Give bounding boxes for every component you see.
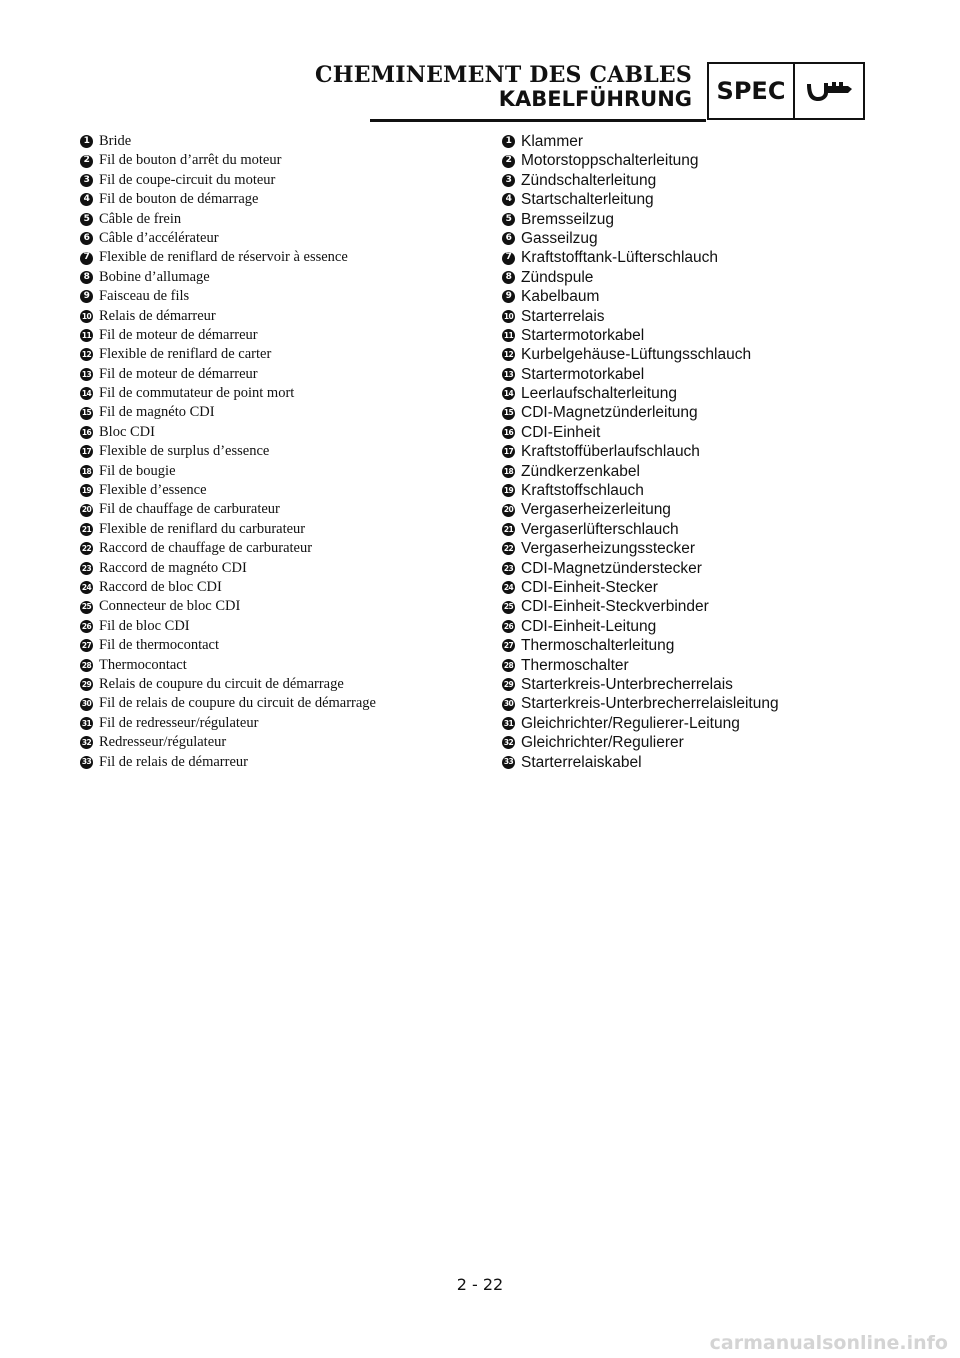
list-item [502,675,902,694]
list-item [502,500,902,519]
list-item [80,307,480,326]
list-item [80,248,480,267]
item-number-badge: 29 [502,678,515,691]
item-number-badge: 29 [80,678,93,691]
list-item [502,248,902,267]
item-number-badge: 15 [502,407,515,420]
item-number-badge: 30 [80,698,93,711]
item-number-badge: 13 [80,368,93,381]
item-number-badge: 18 [502,465,515,478]
item-label: Relais de coupure du circuit de démarrage [99,675,344,692]
list-item [502,190,902,209]
list-item [502,403,902,422]
item-number-badge: 28 [80,659,93,672]
list-item [502,617,902,636]
item-label: CDI-Magnetzünderleitung [521,404,698,422]
list-item [502,636,902,655]
item-label: Gleichrichter/Regulierer-Leitung [521,714,740,732]
list-item [80,500,480,519]
item-label: Câble de frein [99,210,182,227]
item-number-badge: 21 [80,523,93,536]
list-item [502,132,902,151]
item-number-badge: 27 [80,639,93,652]
item-label: CDI-Einheit-Steckverbinder [521,598,709,616]
item-number-badge: 19 [502,484,515,497]
item-label: Vergaserlüfterschlauch [521,520,679,538]
item-label: Zündkerzenkabel [521,462,640,480]
item-number-badge: 9 [80,290,93,303]
item-label: CDI-Einheit [521,423,601,441]
list-item [80,753,480,772]
list-item [80,132,480,151]
item-number-badge: 20 [80,504,93,517]
list-item [502,365,902,384]
list-item [80,481,480,500]
list-item [502,171,902,190]
item-number-badge: 12 [80,348,93,361]
item-number-badge: 16 [502,426,515,439]
item-label: Starterkreis-Unterbrecherrelais [521,675,733,693]
legend-list-fr [80,132,480,772]
item-label: Flexible de reniflard de réservoir à essence [99,249,348,266]
item-label: Câble d’accélérateur [99,229,219,246]
list-item [80,442,480,461]
item-number-badge: 9 [502,290,515,303]
item-number-badge: 22 [80,542,93,555]
list-item [502,733,902,752]
item-label: Startermotorkabel [521,365,645,383]
item-label: Startschalterleitung [521,191,654,209]
list-item [80,694,480,713]
list-item [502,559,902,578]
item-number-badge: 2 [502,155,515,168]
item-number-badge: 18 [80,465,93,478]
item-number-badge: 3 [502,174,515,187]
list-item [502,520,902,539]
list-item [502,578,902,597]
spec-label: SPEC [709,64,795,118]
item-label: Fil de redresseur/régulateur [99,714,259,731]
item-label: Thermocontact [99,656,187,673]
item-label: Flexible de surplus d’essence [99,443,270,460]
item-number-badge: 21 [502,523,515,536]
item-label: Raccord de magnéto CDI [99,559,247,576]
item-number-badge: 32 [502,736,515,749]
list-item [502,268,902,287]
wrench-icon [795,64,863,118]
item-number-badge: 24 [502,581,515,594]
item-number-badge: 1 [80,135,93,148]
list-item [80,462,480,481]
page-number: 2 - 22 [456,1275,504,1294]
list-item [80,229,480,248]
item-label: Fil de coupe-circuit du moteur [99,171,276,188]
list-item [80,636,480,655]
list-item [502,423,902,442]
item-label: Vergaserheizungsstecker [521,540,696,558]
item-label: Bride [99,133,132,149]
item-label: Flexible d’essence [99,482,207,499]
item-label: Fil de moteur de démarreur [99,326,258,343]
item-label: Kraftstoffüberlaufschlauch [521,443,700,461]
list-item [80,597,480,616]
header-rule [370,119,706,122]
list-item [80,578,480,597]
item-number-badge: 22 [502,542,515,555]
item-label: Fil de magnéto CDI [99,404,215,421]
item-label: Thermoschalterleitung [521,637,675,655]
item-label: Raccord de bloc CDI [99,578,222,595]
list-item [80,287,480,306]
list-item [502,442,902,461]
item-label: Zündspule [521,268,594,286]
list-item [502,210,902,229]
list-item [502,694,902,713]
item-number-badge: 14 [80,387,93,400]
list-item [80,190,480,209]
item-label: Redresseur/régulateur [99,734,227,751]
list-item [502,287,902,306]
item-number-badge: 10 [502,310,515,323]
item-number-badge: 2 [80,155,93,168]
item-label: Thermoschalter [521,656,629,674]
item-label: Motorstoppschalterleitung [521,152,699,170]
item-number-badge: 17 [502,445,515,458]
item-number-badge: 20 [502,504,515,517]
list-item [80,423,480,442]
list-item [80,210,480,229]
item-label: Fil de bouton d’arrêt du moteur [99,152,282,169]
list-item [80,171,480,190]
list-item [80,675,480,694]
item-number-badge: 14 [502,387,515,400]
item-number-badge: 6 [80,232,93,245]
item-label: Fil de thermocontact [99,637,219,654]
list-item [80,403,480,422]
item-number-badge: 26 [502,620,515,633]
item-number-badge: 7 [502,252,515,265]
item-number-badge: 28 [502,659,515,672]
item-label: Kurbelgehäuse-Lüftungsschlauch [521,346,752,364]
item-label: Bremsseilzug [521,210,615,228]
item-label: Kraftstofftank-Lüfterschlauch [521,249,719,267]
item-label: CDI-Einheit-Leitung [521,617,657,635]
list-item [502,229,902,248]
item-label: Kabelbaum [521,288,600,306]
item-number-badge: 13 [502,368,515,381]
item-label: Fil de relais de coupure du circuit de démarrage [99,695,376,712]
item-label: Gasseilzug [521,229,598,247]
list-item [502,384,902,403]
list-item [80,559,480,578]
item-label: Fil de bougie [99,462,176,479]
list-item [502,753,902,772]
item-number-badge: 25 [502,601,515,614]
item-number-badge: 19 [80,484,93,497]
item-number-badge: 7 [80,252,93,265]
item-label: Fil de moteur de démarreur [99,365,258,382]
item-label: CDI-Einheit-Stecker [521,578,658,596]
item-number-badge: 31 [80,717,93,730]
item-number-badge: 5 [502,213,515,226]
item-label: Fil de relais de démarreur [99,753,248,770]
list-item [80,151,480,170]
item-number-badge: 17 [80,445,93,458]
item-number-badge: 15 [80,407,93,420]
item-number-badge: 23 [80,562,93,575]
spec-badge [707,62,865,120]
item-number-badge: 23 [502,562,515,575]
list-item [502,714,902,733]
item-label: Flexible de reniflard de carter [99,346,272,363]
item-number-badge: 30 [502,698,515,711]
item-number-badge: 31 [502,717,515,730]
item-label: Relais de démarreur [99,307,216,324]
list-item [80,539,480,558]
item-label: Raccord de chauffage de carburateur [99,540,313,557]
list-item [80,617,480,636]
item-label: Connecteur de bloc CDI [99,598,241,615]
item-number-badge: 6 [502,232,515,245]
item-number-badge: 10 [80,310,93,323]
item-number-badge: 33 [80,756,93,769]
item-number-badge: 25 [80,601,93,614]
item-number-badge: 11 [502,329,515,342]
item-label: Fil de chauffage de carburateur [99,501,280,518]
list-item [502,307,902,326]
item-label: Starterrelais [521,307,605,325]
item-number-badge: 16 [80,426,93,439]
item-label: Fil de commutateur de point mort [99,385,295,402]
item-label: Leerlaufschalterleitung [521,385,677,403]
item-number-badge: 3 [80,174,93,187]
list-item [80,384,480,403]
item-number-badge: 4 [502,193,515,206]
item-label: Bloc CDI [99,423,155,440]
list-item [502,326,902,345]
item-number-badge: 8 [80,271,93,284]
watermark: carmanualsonline.info [709,1332,948,1354]
list-item [502,345,902,364]
item-label: Klammer [521,133,584,150]
legend-list-de [502,132,902,772]
list-item [502,656,902,675]
list-item [502,597,902,616]
item-label: Startermotorkabel [521,326,645,344]
list-item [80,365,480,384]
item-label: CDI-Magnetzünderstecker [521,559,702,577]
item-label: Bobine d’allumage [99,268,210,285]
item-number-badge: 24 [80,581,93,594]
item-number-badge: 26 [80,620,93,633]
list-item [80,733,480,752]
item-label: Fil de bloc CDI [99,617,190,634]
item-label: Kraftstoffschlauch [521,482,644,500]
list-item [80,345,480,364]
item-number-badge: 12 [502,348,515,361]
item-label: Gleichrichter/Regulierer [521,734,684,752]
list-item [80,326,480,345]
item-label: Starterrelaiskabel [521,753,642,771]
item-label: Flexible de reniflard du carburateur [99,520,306,537]
list-item [502,151,902,170]
list-item [80,714,480,733]
item-number-badge: 8 [502,271,515,284]
item-number-badge: 1 [502,135,515,148]
item-number-badge: 5 [80,213,93,226]
item-number-badge: 32 [80,736,93,749]
item-label: Zündschalterleitung [521,171,657,189]
section-title-de: KABELFÜHRUNG [498,87,692,111]
list-item [80,656,480,675]
item-label: Vergaserheizerleitung [521,501,671,519]
item-number-badge: 27 [502,639,515,652]
list-item [502,462,902,481]
item-label: Starterkreis-Unterbrecherrelaisleitung [521,695,779,713]
item-label: Fil de bouton de démarrage [99,191,259,208]
item-number-badge: 11 [80,329,93,342]
list-item [502,481,902,500]
item-number-badge: 4 [80,193,93,206]
list-item [80,520,480,539]
item-number-badge: 33 [502,756,515,769]
list-item [502,539,902,558]
section-title-fr: CHEMINEMENT DES CABLES [315,62,692,88]
list-item [80,268,480,287]
item-label: Faisceau de fils [99,288,190,305]
